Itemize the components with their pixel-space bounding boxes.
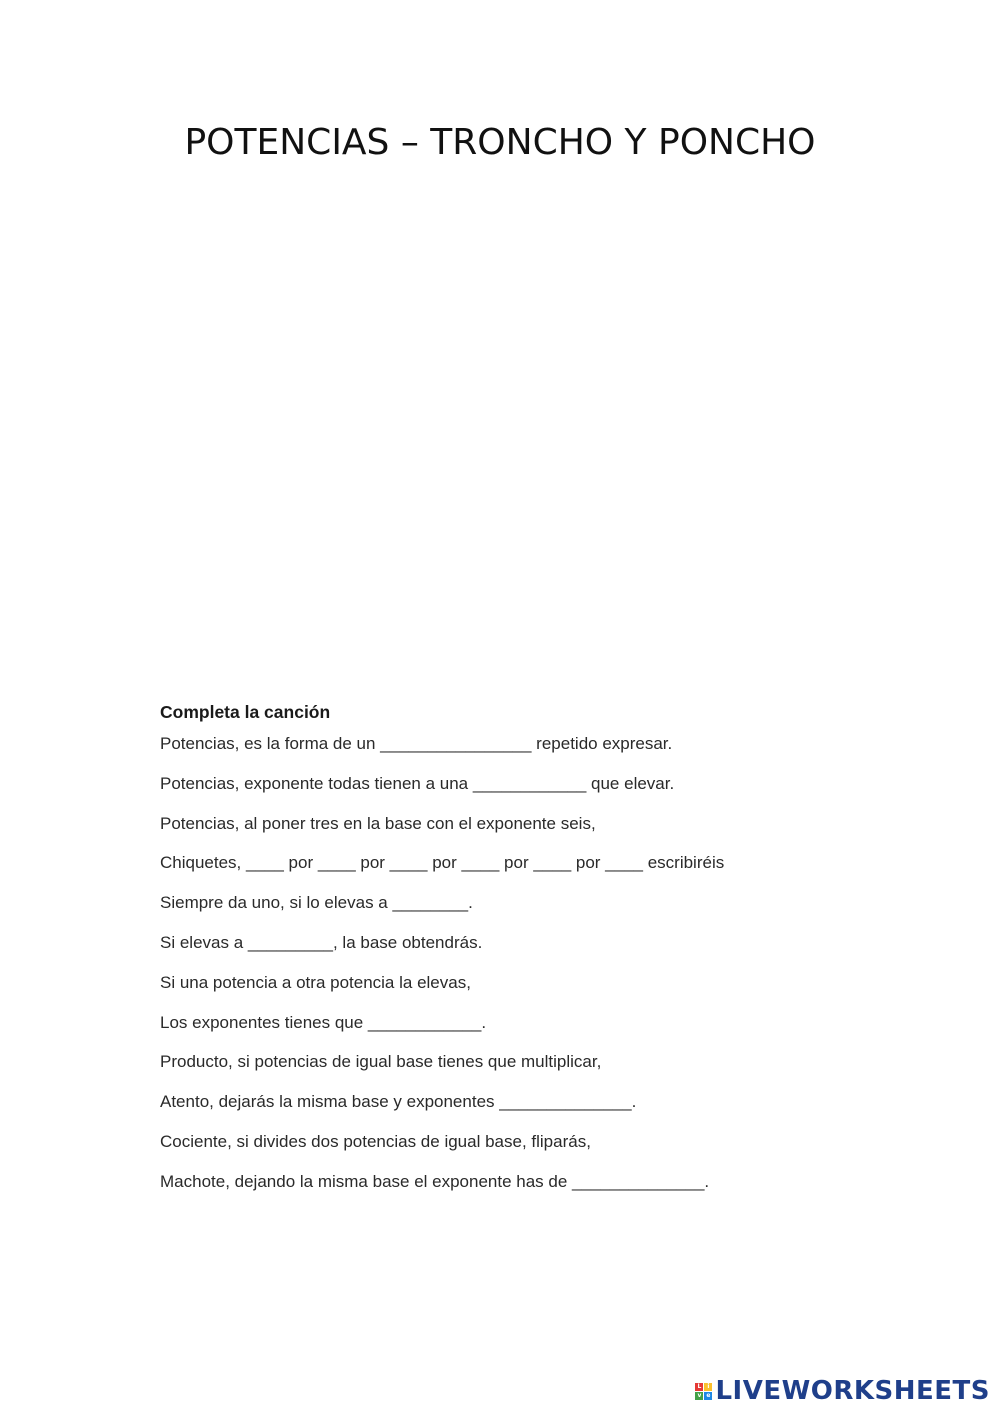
song-line: Atento, dejarás la misma base y exponentes ______________. — [160, 1092, 637, 1112]
worksheet-section — [160, 700, 840, 1210]
song-line: Chiquetes, ____ por ____ por ____ por ____ por ____ por ____ escribiréis — [160, 853, 725, 873]
page-title: POTENCIAS – TRONCHO Y PONCHO — [184, 122, 816, 163]
logo-mark-tile: e — [706, 1391, 711, 1399]
song-line: Producto, si potencias de igual base tienes que multiplicar, — [160, 1052, 602, 1072]
song-line: Si una potencia a otra potencia la elevas, — [160, 972, 471, 992]
liveworksheets-logo-icon — [695, 1383, 712, 1400]
logo-mark-tile: i — [704, 1383, 712, 1391]
song-line: Si elevas a _________, la base obtendrás. — [160, 932, 483, 952]
logo-mark-tile: L — [695, 1383, 703, 1391]
song-line: Los exponentes tienes que ____________. — [160, 1012, 487, 1032]
section-heading: Completa la canción — [160, 702, 331, 722]
liveworksheets-logo — [695, 1376, 990, 1406]
song-line: Cociente, si divides dos potencias de igual base, fliparás, — [160, 1131, 591, 1151]
song-line: Potencias, al poner tres en la base con el exponente seis, — [160, 813, 596, 833]
song-line: Potencias, es la forma de un ________________ repetido expresar. — [160, 734, 673, 753]
song-lines — [160, 732, 840, 1194]
song-line: Siempre da uno, si lo elevas a ________. — [160, 893, 473, 913]
logo-mark-tile: v — [695, 1392, 703, 1400]
song-line: Machote, dejando la misma base el exponente has de ______________. — [160, 1171, 710, 1191]
song-line: Potencias, exponente todas tienen a una ____________ que elevar. — [160, 773, 675, 793]
logo-text: LIVEWORKSHEETS — [715, 1376, 990, 1406]
